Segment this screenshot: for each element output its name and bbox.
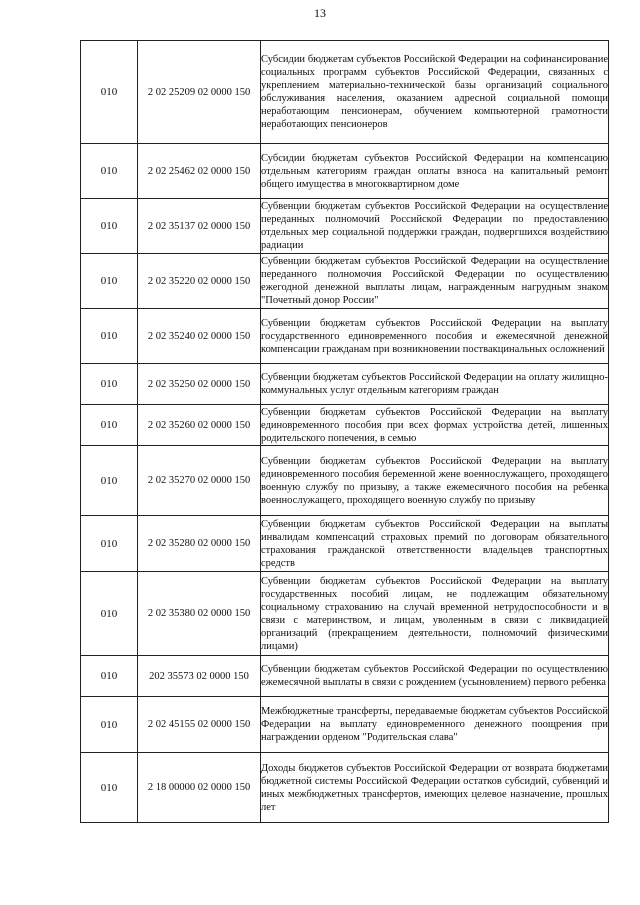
table-row [81,446,609,516]
table-row [81,41,609,144]
table-row [81,516,609,572]
description-cell: Доходы бюджетов субъектов Российской Федерации от возврата бюджетами бюджетной системы Российской Федерации остатков субсидий, субвенций и иных межбюджетных трансфертов, имеющих целевое назначение, прошлых лет [261,753,609,823]
table-row [81,753,609,823]
table-row [81,199,609,254]
table-row [81,405,609,446]
admin-code-cell: 010 [81,656,138,697]
classification-code-cell: 2 02 35280 02 0000 150 [138,516,261,572]
description-cell: Субсидии бюджетам субъектов Российской Федерации на софинансирование социальных программ субъектов Российской Федерации, связанных с укреплением материально-технической базы организаций социального обслуживания населения, оказанием адресной социальной помощи неработающим пенсионерам, обучением компьютерной грамотности неработающих пенсионеров [261,41,609,144]
description-cell: Субвенции бюджетам субъектов Российской Федерации на выплату государственных пособий лицам, не подлежащим обязательному социальному страхованию на случай временной нетрудоспособности и в связи с материнством, и лицам, уволенным в связи с ликвидацией организаций (прекращением деятельности, полномочий физическими лицами) [261,572,609,656]
classification-code-cell: 2 02 45155 02 0000 150 [138,697,261,753]
budget-classification-table [80,40,609,823]
classification-code-cell: 2 18 00000 02 0000 150 [138,753,261,823]
classification-code-cell: 2 02 35260 02 0000 150 [138,405,261,446]
description-cell: Межбюджетные трансферты, передаваемые бюджетам субъектов Российской Федерации на выплату единовременного денежного поощрения при награждении орденом "Родительская слава" [261,697,609,753]
table-row [81,364,609,405]
table-row [81,309,609,364]
classification-code-cell: 2 02 35240 02 0000 150 [138,309,261,364]
admin-code-cell: 010 [81,697,138,753]
admin-code-cell: 010 [81,516,138,572]
table-row [81,572,609,656]
description-cell: Субвенции бюджетам субъектов Российской Федерации на оплату жилищно-коммунальных услуг отдельным категориям граждан [261,364,609,405]
admin-code-cell: 010 [81,364,138,405]
description-cell: Субвенции бюджетам субъектов Российской Федерации на выплаты инвалидам компенсаций страховых премий по договорам обязательного страхования гражданской ответственности владельцев транспортных средств [261,516,609,572]
classification-code-cell: 2 02 35270 02 0000 150 [138,446,261,516]
description-cell: Субвенции бюджетам субъектов Российской Федерации на осуществление переданных полномочий Российской Федерации по предоставлению отдельных мер социальной поддержки граждан, подвергшихся воздействию радиации [261,199,609,254]
classification-code-cell: 2 02 35137 02 0000 150 [138,199,261,254]
admin-code-cell: 010 [81,254,138,309]
admin-code-cell: 010 [81,572,138,656]
table-row [81,656,609,697]
description-cell: Субвенции бюджетам субъектов Российской Федерации на осуществление переданного полномочия Российской Федерации по осуществлению ежегодной денежной выплаты лицам, награжденным нагрудным знаком "Почетный донор России" [261,254,609,309]
classification-code-cell: 202 35573 02 0000 150 [138,656,261,697]
description-cell: Субвенции бюджетам субъектов Российской Федерации на выплату единовременного пособия беременной жене военнослужащего, проходящего военную службу по призыву, а также ежемесячного пособия на ребенка военнослужащего, проходящего военную службу по призыву [261,446,609,516]
table-row [81,697,609,753]
admin-code-cell: 010 [81,446,138,516]
admin-code-cell: 010 [81,753,138,823]
table-row [81,144,609,199]
classification-code-cell: 2 02 35380 02 0000 150 [138,572,261,656]
description-cell: Субсидии бюджетам субъектов Российской Федерации на компенсацию отдельным категориям граждан оплаты взноса на капитальный ремонт общего имущества в многоквартирном доме [261,144,609,199]
description-cell: Субвенции бюджетам субъектов Российской Федерации на выплату единовременного пособия при всех формах устройства детей, лишенных родительского попечения, в семью [261,406,608,444]
classification-code-cell: 2 02 25209 02 0000 150 [138,41,261,144]
admin-code-cell: 010 [81,144,138,199]
admin-code-cell: 010 [81,309,138,364]
description-cell: Субвенции бюджетам субъектов Российской Федерации на выплату государственного единовременного пособия и ежемесячной денежной компенсации гражданам при возникновении поствакцинальных осложнений [261,309,609,364]
admin-code-cell: 010 [81,405,138,446]
classification-code-cell: 2 02 35250 02 0000 150 [138,364,261,405]
page-number: 13 [314,6,326,20]
admin-code-cell: 010 [81,199,138,254]
description-cell: Субвенции бюджетам субъектов Российской Федерации по осуществлению ежемесячной выплаты в связи с рождением (усыновлением) первого ребенка [261,656,609,697]
classification-code-cell: 2 02 35220 02 0000 150 [138,254,261,309]
classification-code-cell: 2 02 25462 02 0000 150 [138,144,261,199]
table-row [81,254,609,309]
admin-code-cell: 010 [81,41,138,144]
